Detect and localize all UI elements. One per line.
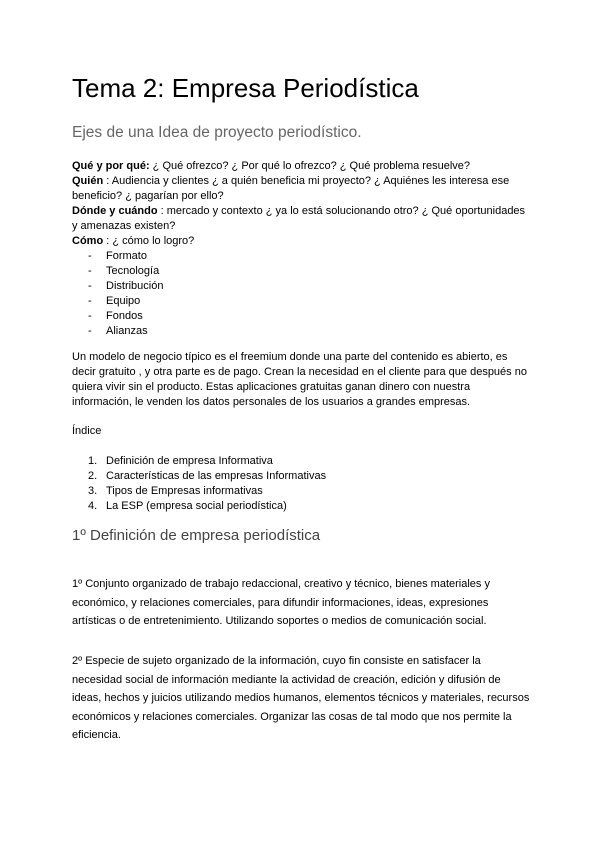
definition-text-1: 1º Conjunto organizado de trabajo redaccional, creativo y técnico, bienes materiales y económico, y relaciones comerciales, para difundir informaciones, ideas, expresiones artísticas o de entretenimiento. Utilizando soportes o medios de comunicación social. [72,578,490,627]
eje-quien-label: Quién [72,175,104,187]
list-item: - Tecnología [72,264,532,279]
section-heading: 1º Definición de empresa periodística [72,527,321,544]
eje-como-label: Cómo [72,235,104,247]
list-item-text: Tipos de Empresas informativas [106,485,263,497]
page-title: Tema 2: Empresa Periodística [72,73,419,103]
ejes-block [72,159,532,339]
list-item-text: Definición de empresa Informativa [106,455,273,467]
modelo-paragraph [72,350,532,410]
indice-label: Índice [72,425,102,437]
list-number: 4. [88,500,98,512]
eje-que-text: ¿ Qué ofrezco? ¿ Por qué lo ofrezco? ¿ Qué problema resuelve? [149,160,471,172]
eje-donde [72,204,532,234]
indice-list [72,454,532,514]
list-number: 1. [88,455,98,467]
definition-paragraph-2 [72,652,532,745]
eje-que-label: Qué y por qué: [72,160,150,172]
section-subtitle: Ejes de una Idea de proyecto periodístico. [72,124,362,141]
list-item: - Alianzas [72,324,532,339]
eje-que [72,159,532,174]
list-item [72,499,532,514]
list-item: - Fondos [72,309,532,324]
eje-quien [72,174,532,204]
list-item [72,454,532,469]
list-item-text: Características de las empresas Informativas [106,470,327,482]
indice-block [72,424,532,514]
list-item: - Equipo [72,294,532,309]
definition-text-2: 2º Especie de sujeto organizado de la información, cuyo fin consiste en satisfacer la necesidad social de información mediante la actividad de creación, edición y difusión de ideas, hechos y juicios utilizando medios humanos, elementos técnicos y materiales, recursos económicos y relaciones comerciales. Organizar las cosas de tal modo que nos permite la eficiencia. [72,655,530,741]
list-item-text: La ESP (empresa social periodística) [106,500,287,512]
modelo-text: Un modelo de negocio típico es el freemium donde una parte del contenido es abierto, es decir gratuito , y otra parte es de pago. Crean la necesidad en el cliente para que después no quiera vivir sin el producto. Estas aplicaciones gratuitas ganan dinero con nuestra información, le venden los datos personales de los usuarios a grandes empresas. [72,351,527,408]
eje-quien-text: : Audiencia y clientes ¿ a quién beneficia mi proyecto? ¿ Aquiénes les interesa ese beneficio? ¿ pagarían por ello? [72,175,510,202]
list-item: - Distribución [72,279,532,294]
list-item [72,484,532,499]
eje-donde-label: Dónde y cuándo [72,205,158,217]
list-number: 3. [88,485,98,497]
eje-como [72,234,532,249]
eje-como-text: : ¿ cómo lo logro? [103,235,195,247]
como-list [72,249,532,339]
definition-paragraph-1 [72,575,532,631]
list-item [72,469,532,484]
list-number: 2. [88,470,98,482]
eje-donde-text: : mercado y contexto ¿ ya lo está solucionando otro? ¿ Qué oportunidades y amenazas existen? [72,205,526,232]
list-item: - Formato [72,249,532,264]
